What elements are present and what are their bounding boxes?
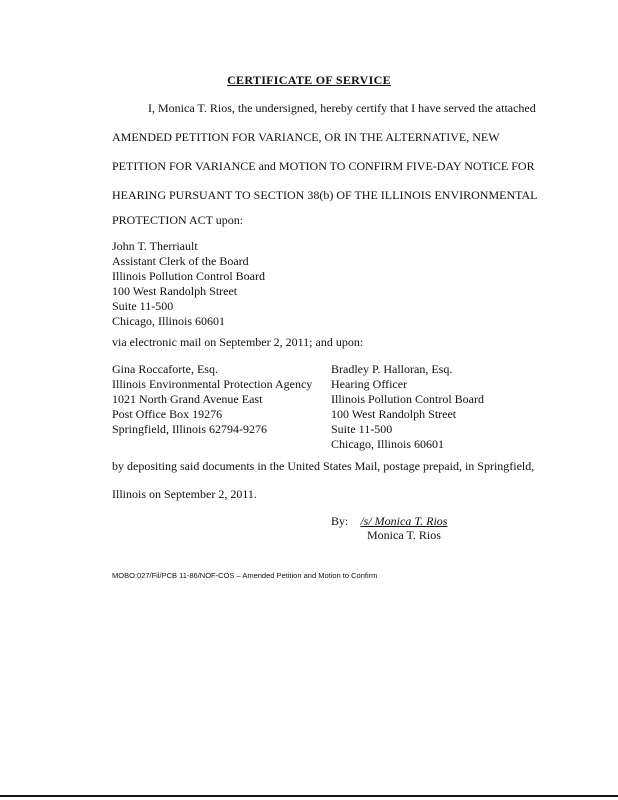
address-line: Post Office Box 19276 — [112, 407, 223, 421]
address-line: Illinois Environmental Protection Agency — [112, 377, 313, 391]
address-line: Chicago, Illinois 60601 — [331, 437, 444, 451]
intro-line: HEARING PURSUANT TO SECTION 38(b) OF THE ILLINOIS ENVIRONMENTAL — [112, 188, 538, 202]
address-line: John T. Therriault — [112, 239, 198, 253]
footer-reference: MOBO:027/Fil/PCB 11-86/NOF-COS – Amended Petition and Motion to Confirm — [112, 571, 378, 580]
address-line: Gina Roccaforte, Esq. — [112, 362, 218, 376]
closing-line: by depositing said documents in the United States Mail, postage prepaid, in Springfield, — [112, 459, 535, 473]
intro-line: I, Monica T. Rios, the undersigned, hereby certify that I have served the attached — [148, 101, 536, 115]
closing-line: Illinois on September 2, 2011. — [112, 487, 257, 501]
recipient-left-address — [112, 362, 312, 437]
address-line: Springfield, Illinois 62794-9276 — [112, 422, 267, 436]
intro-line: AMENDED PETITION FOR VARIANCE, OR IN THE ALTERNATIVE, NEW — [112, 130, 500, 144]
by-label: By: — [331, 514, 349, 528]
intro-line: PETITION FOR VARIANCE and MOTION TO CONFIRM FIVE-DAY NOTICE FOR — [112, 159, 535, 173]
intro-line: PROTECTION ACT upon: — [112, 213, 244, 227]
recipient-right-address — [331, 362, 484, 452]
signer-printed-name: Monica T. Rios — [367, 528, 441, 542]
primary-recipient-address — [112, 239, 265, 329]
address-line: 1021 North Grand Avenue East — [112, 392, 263, 406]
address-line: Hearing Officer — [331, 377, 408, 391]
address-line: Bradley P. Halloran, Esq. — [331, 362, 453, 376]
address-line: Chicago, Illinois 60601 — [112, 314, 225, 328]
address-line: Illinois Pollution Control Board — [331, 392, 485, 406]
certificate-title: CERTIFICATE OF SERVICE — [227, 73, 391, 87]
address-line: Assistant Clerk of the Board — [112, 254, 249, 268]
address-line: Suite 11-500 — [331, 422, 393, 436]
address-line: Suite 11-500 — [112, 299, 174, 313]
address-line: 100 West Randolph Street — [112, 284, 238, 298]
address-line: Illinois Pollution Control Board — [112, 269, 266, 283]
signature-text: /s/ Monica T. Rios — [360, 514, 448, 528]
signature-line — [331, 514, 477, 529]
via-line: via electronic mail on September 2, 2011; and upon: — [112, 335, 364, 349]
page-bottom-rule — [0, 795, 618, 797]
address-line: 100 West Randolph Street — [331, 407, 457, 421]
